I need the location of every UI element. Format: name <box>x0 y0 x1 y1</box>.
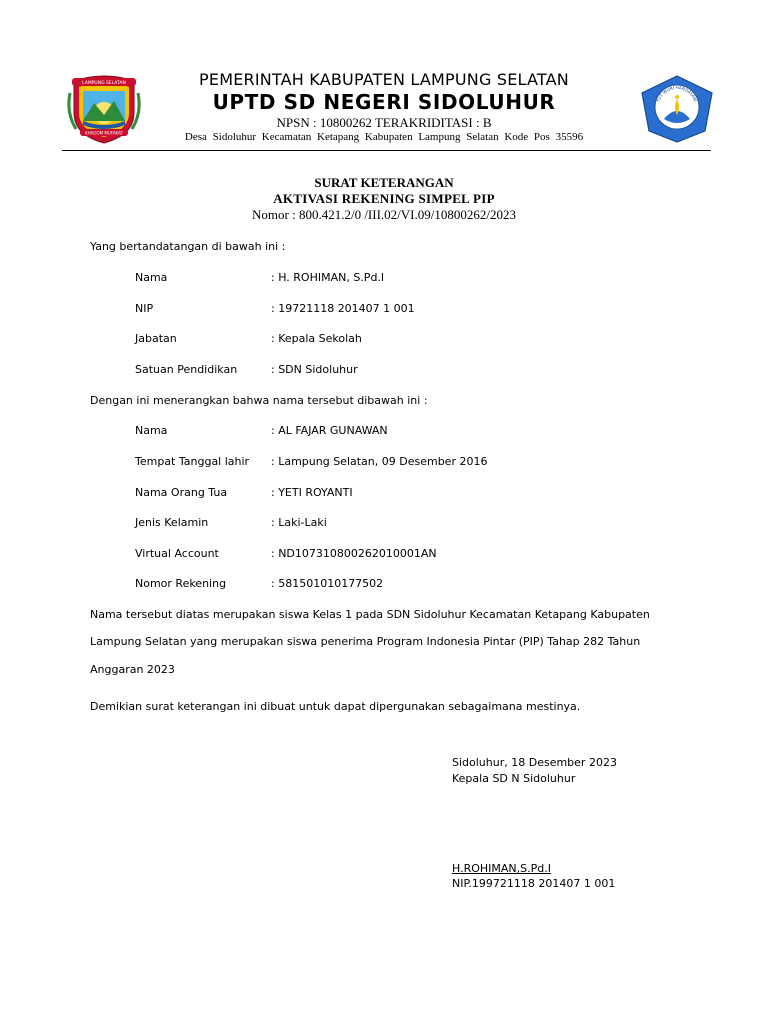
signer-label-unit: Satuan Pendidikan <box>135 363 238 376</box>
letter-number: Nomor : 800.421.2/0 /III.02/VI.09/10800262/2023 <box>252 207 516 222</box>
signer-label-name: Nama <box>135 271 168 284</box>
student-value-gender: : Laki-Laki <box>271 516 327 529</box>
npsn-accreditation: NPSN : 10800262 TERAKRIDITASI : B <box>276 115 492 130</box>
student-label-gender: Jenis Kelamin <box>135 516 209 529</box>
letter-title: SURAT KETERANGAN <box>314 175 454 190</box>
signature-place-date: Sidoluhur, 18 Desember 2023 <box>452 756 617 769</box>
student-value-name: : AL FAJAR GUNAWAN <box>271 424 388 437</box>
paragraph-line-1: Nama tersebut diatas merupakan siswa Kelas 1 pada SDN Sidoluhur Kecamatan Ketapang Kabupaten <box>90 608 650 621</box>
student-value-birth: : Lampung Selatan, 09 Desember 2016 <box>271 455 488 468</box>
signer-label-nip: NIP <box>135 302 154 315</box>
government-name: PEMERINTAH KABUPATEN LAMPUNG SELATAN <box>199 70 569 89</box>
student-label-account-number: Nomor Rekening <box>135 577 227 590</box>
paragraph-line-2: Lampung Selatan yang merupakan siswa penerima Program Indonesia Pintar (PIP) Tahap 282 Tahun <box>90 635 641 648</box>
letterhead-divider <box>62 150 711 151</box>
student-label-parent: Nama Orang Tua <box>135 486 228 499</box>
svg-text:KHAGOM MUFAKAT: KHAGOM MUFAKAT <box>85 130 123 136</box>
school-name: UPTD SD NEGERI SIDOLUHUR <box>212 90 556 114</box>
student-value-parent: : YETI ROYANTI <box>271 486 353 499</box>
signature-nip: NIP.199721118 201407 1 001 <box>452 877 616 890</box>
letter-subtitle: AKTIVASI REKENING SIMPEL PIP <box>273 191 495 206</box>
paragraph-line-3: Anggaran 2023 <box>90 663 175 676</box>
signer-value-unit: : SDN Sidoluhur <box>271 363 358 376</box>
school-address: Desa Sidoluhur Kecamatan Ketapang Kabupaten Lampung Selatan Kode Pos 35596 <box>184 131 584 143</box>
student-value-account-number: : 581501010177502 <box>271 577 384 590</box>
svg-text:LAMPUNG SELATAN: LAMPUNG SELATAN <box>82 81 126 86</box>
student-label-name: Nama <box>135 424 168 437</box>
signer-value-position: : Kepala Sekolah <box>271 332 362 345</box>
intro-text: Yang bertandatangan di bawah ini : <box>90 240 286 253</box>
signer-value-name: : H. ROHIMAN, S.Pd.I <box>271 271 385 284</box>
student-label-virtual-account: Virtual Account <box>135 547 219 560</box>
signer-label-position: Jabatan <box>135 332 177 345</box>
student-value-virtual-account: : ND107310800262010001AN <box>271 547 437 560</box>
svg-text:TUT WURI HANDAYANI: TUT WURI HANDAYANI <box>655 84 699 103</box>
closing-text: Demikian surat keterangan ini dibuat untuk dapat dipergunakan sebagaimana mestinya. <box>90 700 581 713</box>
student-label-birth: Tempat Tanggal lahir <box>135 455 250 468</box>
statement-text: Dengan ini menerangkan bahwa nama tersebut dibawah ini : <box>90 394 428 407</box>
signature-name: H.ROHIMAN,S.Pd.I <box>452 862 551 875</box>
signature-position: Kepala SD N Sidoluhur <box>452 772 576 785</box>
signer-value-nip: : 19721118 201407 1 001 <box>271 302 415 315</box>
